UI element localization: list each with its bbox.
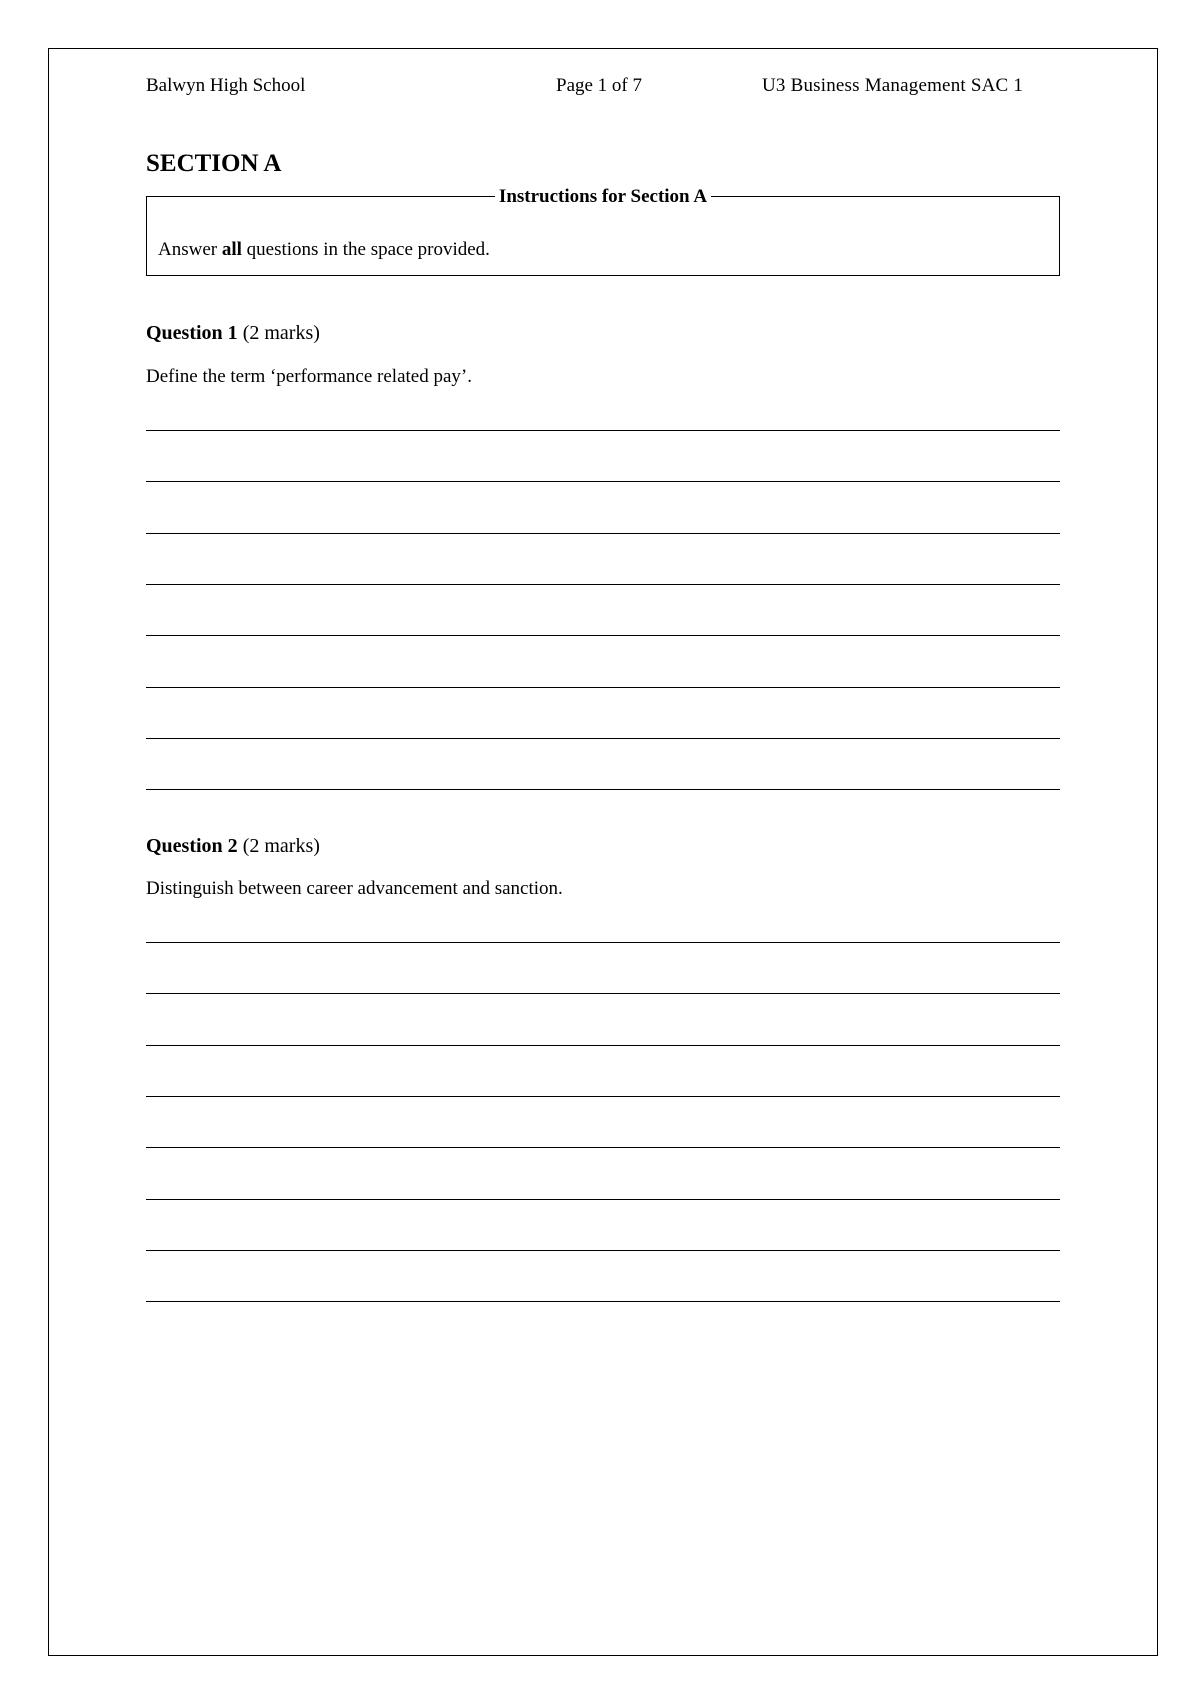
header-school-name: Balwyn High School: [146, 75, 306, 96]
instructions-title-text: Instructions for Section A: [495, 186, 711, 207]
answer-line: [146, 1250, 1060, 1251]
answer-line: [146, 1096, 1060, 1097]
answer-line: [146, 635, 1060, 636]
question-1-heading: [146, 321, 320, 345]
answer-line: [146, 993, 1060, 994]
instructions-box: [146, 186, 1060, 276]
question-2-label: Question 2: [146, 835, 238, 857]
instructions-text: [158, 238, 490, 262]
answer-line: [146, 1199, 1060, 1200]
answer-line: [146, 1045, 1060, 1046]
answer-line: [146, 687, 1060, 688]
answer-line: [146, 1147, 1060, 1148]
question-2-heading: [146, 834, 320, 858]
answer-line: [146, 1301, 1060, 1302]
section-title: SECTION A: [146, 150, 282, 177]
question-2-marks: (2 marks): [237, 835, 320, 857]
instructions-title: [147, 185, 1059, 209]
answer-line: [146, 789, 1060, 790]
question-1-marks: (2 marks): [237, 322, 320, 344]
answer-line: [146, 738, 1060, 739]
answer-line: [146, 584, 1060, 585]
question-1-label: Question 1: [146, 322, 238, 344]
question-1-prompt: Define the term ‘performance related pay’.: [146, 366, 472, 387]
instructions-text-start: Answer: [158, 239, 222, 260]
answer-line: [146, 942, 1060, 943]
header-page-number: Page 1 of 7: [556, 75, 643, 96]
answer-line: [146, 481, 1060, 482]
header-course-title: U3 Business Management SAC 1: [762, 75, 1024, 96]
instructions-text-emphasis: all: [221, 239, 242, 260]
question-2-prompt: Distinguish between career advancement and sanction.: [146, 878, 563, 899]
answer-line: [146, 430, 1060, 431]
instructions-text-end: questions in the space provided.: [241, 239, 490, 260]
answer-line: [146, 533, 1060, 534]
